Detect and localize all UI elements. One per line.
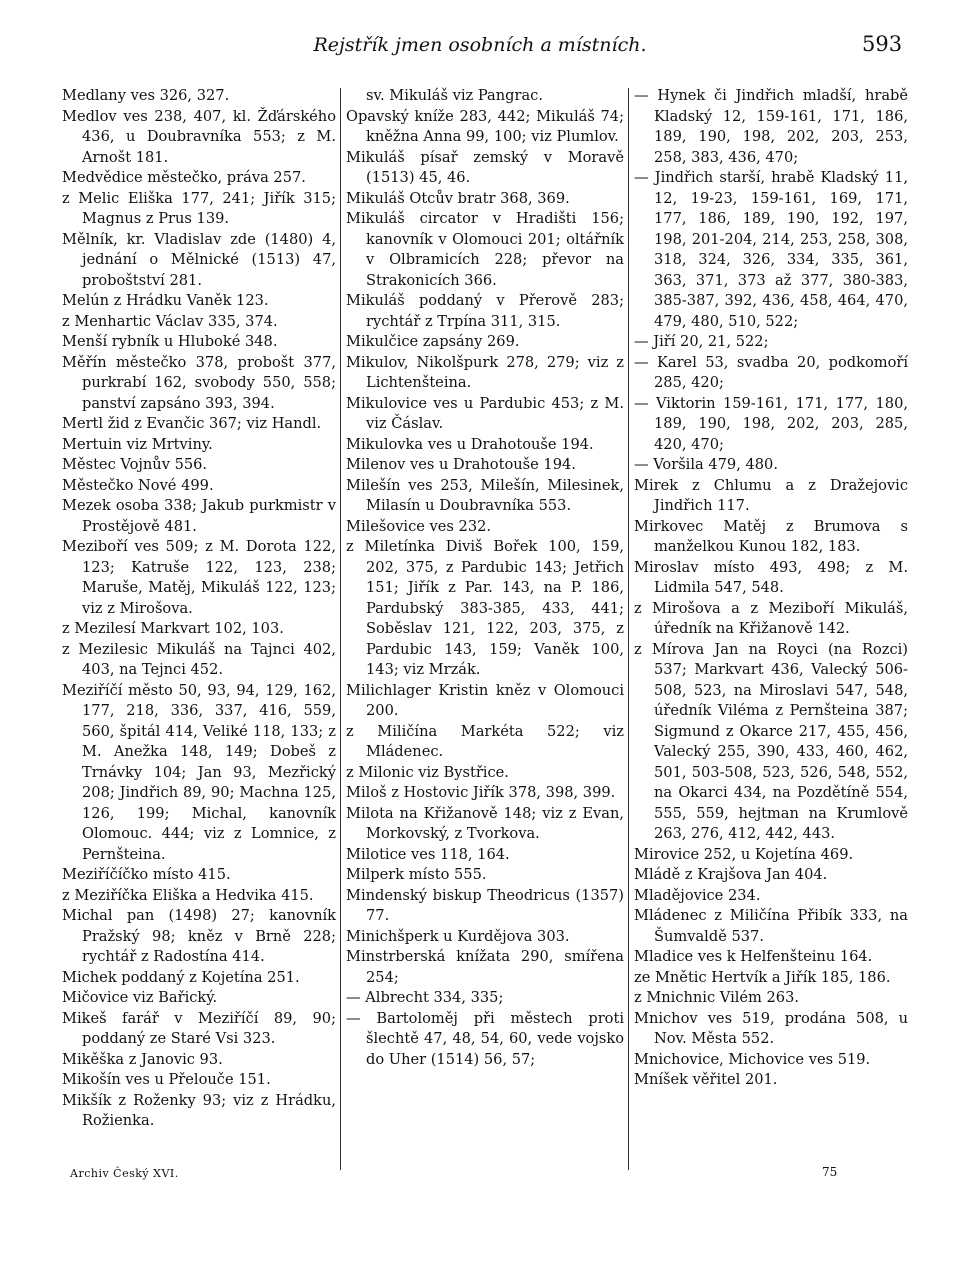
- index-entry: Mindenský biskup Theodricus (1357) 77.: [346, 886, 624, 924]
- index-entry: Mirovice 252, u Kojetína 469.: [634, 845, 854, 863]
- index-entry: Miloš z Hostovic Jiřík 378, 398, 399.: [346, 784, 616, 801]
- index-entry: Mládě z Krajšova Jan 404.: [634, 866, 828, 883]
- index-entry: Minichšperk u Kurdějova 303.: [346, 927, 570, 945]
- index-entry: Meziříčí město 50, 93, 94, 129, 162, 177, 218, 336, 337, 416, 559, 560, špitál 414, Veliké 118, 133; z M. Anežka 148, 149; Dobeš z Trnávky 104; Jan 93, Mezřický 208; Jindřich 89, 90; Machna 125, 126, 199; Michal, kanovník Olomouc. 444; viz z Lomnice, z Pernšteina.: [62, 681, 336, 863]
- index-entry: z Miličína Markéta 522; viz Mládenec.: [346, 722, 624, 760]
- index-entry: z Miletínka Diviš Bořek 100, 159, 202, 375, z Pardubic 143; Jetřich 151; Jiřík z Par. 143, na P. 186, Pardubský 383-385, 433, 441; Soběslav 121, 122, 203, 375, z Pardubic 143, 159; Vaněk 100, 143; viz Mrzák.: [346, 538, 624, 678]
- index-entry: Mikulčice zapsány 269.: [346, 333, 520, 350]
- index-entry: — Jiří 20, 21, 522;: [634, 333, 769, 350]
- index-entry: — Hynek či Jindřich mladší, hrabě Kladský 12, 159-161, 171, 186, 189, 190, 198, 202, 203, 253, 258, 383, 436, 470;: [634, 87, 908, 166]
- index-column-1: [62, 86, 336, 1132]
- index-entry: Michek poddaný z Kojetína 251.: [62, 968, 300, 986]
- index-entry: Mikošín ves u Přelouče 151.: [62, 1071, 271, 1088]
- index-entry: Mělník, kr. Vladislav zde (1480) 4, jednání o Mělnické (1513) 47, proboštství 281.: [62, 230, 336, 289]
- column-divider: [628, 88, 629, 1170]
- index-entry: Mikuláš Otcův bratr 368, 369.: [346, 189, 570, 207]
- index-entry: Milotice ves 118, 164.: [346, 845, 510, 863]
- index-entry: Městec Vojnův 556.: [62, 456, 208, 473]
- index-entry: Mnichov ves 519, prodána 508, u Nov. Města 552.: [634, 1009, 908, 1047]
- index-entry: z Milonic viz Bystřice.: [346, 763, 509, 781]
- index-entry: Medlov ves 238, 407, kl. Žďárského 436, u Doubravníka 553; z M. Arnošt 181.: [62, 107, 336, 166]
- index-entry: Meziříčíčko místo 415.: [62, 866, 231, 883]
- index-entry: Mníšek věřitel 201.: [634, 1071, 778, 1088]
- index-entry: Mladice ves k Helfenšteinu 164.: [634, 948, 873, 965]
- index-entry: Mikulovice ves u Pardubic 453; z M. viz Čáslav.: [346, 394, 624, 432]
- index-entry: z Mezilesí Markvart 102, 103.: [62, 620, 284, 637]
- index-entry: Mikuláš písař zemský v Moravě (1513) 45, 46.: [346, 148, 624, 186]
- index-entry: Mertuin viz Mrtviny.: [62, 435, 213, 453]
- index-entry: Mikeš farář v Meziříčí 89, 90; poddaný ze Staré Vsi 323.: [62, 1009, 336, 1047]
- index-entry: Měřín městečko 378, probošt 377, purkrabí 162, svobody 550, 558; panství zapsáno 393, 394.: [62, 353, 336, 412]
- index-entry: Mezek osoba 338; Jakub purkmistr v Prostějově 481.: [62, 497, 336, 535]
- index-column-2: [346, 86, 624, 1070]
- index-entry: — Voršila 479, 480.: [634, 456, 778, 473]
- index-entry: Mikulov, Nikolšpurk 278, 279; viz z Lichtenšteina.: [346, 353, 624, 391]
- index-entry: Milešín ves 253, Milešín, Milesinek, Milasín u Doubravníka 553.: [346, 476, 624, 514]
- index-entry: Milešovice ves 232.: [346, 517, 492, 535]
- index-entry: Mikulovka ves u Drahotouše 194.: [346, 435, 594, 453]
- index-entry: Menší rybník u Hluboké 348.: [62, 333, 278, 350]
- index-entry: Mirkovec Matěj z Brumova s manželkou Kunou 182, 183.: [634, 517, 908, 555]
- column-divider: [340, 88, 341, 1170]
- running-head-title: Rejstřík jmen osobních a místních.: [313, 34, 647, 56]
- index-entry: — Bartoloměj při městech proti šlechtě 47, 48, 54, 60, vede vojsko do Uher (1514) 56, 57;: [346, 1009, 624, 1068]
- index-entry: ze Mnětic Hertvík a Jiřík 185, 186.: [634, 968, 891, 986]
- index-entry: Opavský kníže 283, 442; Mikuláš 74; kněžna Anna 99, 100; viz Plumlov.: [346, 107, 624, 145]
- index-entry: z Meziříčka Eliška a Hedvika 415.: [62, 886, 314, 904]
- index-entry: Milenov ves u Drahotouše 194.: [346, 456, 576, 473]
- index-entry: Medvědice městečko, práva 257.: [62, 169, 306, 186]
- index-entry: Milota na Křižanově 148; viz z Evan, Morkovský, z Tvorkova.: [346, 804, 624, 842]
- index-entry: Milichlager Kristin kněz v Olomouci 200.: [346, 681, 624, 719]
- index-entry: Melún z Hrádku Vaněk 123.: [62, 292, 269, 309]
- index-entry: — Karel 53, svadba 20, podkomoří 285, 420;: [634, 353, 908, 391]
- index-entry: Mikuláš poddaný v Přerově 283; rychtář z Trpína 311, 315.: [346, 292, 624, 330]
- index-entry: Mičovice viz Bařický.: [62, 989, 218, 1006]
- index-entry: Městečko Nové 499.: [62, 476, 214, 494]
- index-entry: z Melic Eliška 177, 241; Jiřík 315; Magnus z Prus 139.: [62, 189, 336, 227]
- index-entry: Michal pan (1498) 27; kanovník Pražský 98; kněz v Brně 228; rychtář z Radostína 414.: [62, 907, 336, 965]
- index-entry: z Mirošova a z Meziboří Mikuláš, úředník na Křižanově 142.: [634, 599, 908, 637]
- index-entry: Mikuláš circator v Hradišti 156; kanovník v Olomouci 201; oltářník v Olbramicích 228; převor na Strakonicích 366.: [346, 210, 624, 289]
- index-entry: Minstrberská knížata 290, smířena 254;: [346, 948, 624, 986]
- page-number: 593: [862, 32, 903, 56]
- index-entry: Mirek z Chlumu a z Dražejovic Jindřich 117.: [634, 476, 908, 514]
- index-entry: Mikšík z Roženky 93; viz z Hrádku, Rožienka.: [62, 1091, 336, 1129]
- index-entry: Miroslav místo 493, 498; z M. Lidmila 547, 548.: [634, 558, 908, 596]
- index-column-3: [634, 86, 908, 1091]
- index-entry: — Viktorin 159-161, 171, 177, 180, 189, 190, 198, 202, 203, 285, 420, 470;: [634, 394, 908, 453]
- index-entry: z Mnichnic Vilém 263.: [634, 989, 800, 1006]
- index-entry: Mládenec z Miličína Přibík 333, na Šumvaldě 537.: [634, 907, 908, 945]
- index-entry: sv. Mikuláš viz Pangrac.: [366, 87, 543, 104]
- index-entry: Mertl žid z Evančic 367; viz Handl.: [62, 415, 322, 432]
- index-entry: Mikěška z Janovic 93.: [62, 1050, 223, 1068]
- index-entry: Mladějovice 234.: [634, 886, 761, 904]
- index-entry: z Menhartic Václav 335, 374.: [62, 312, 278, 330]
- index-entry: Mnichovice, Michovice ves 519.: [634, 1050, 871, 1068]
- sheet-number: 75: [822, 1165, 838, 1179]
- index-entry: z Mírova Jan na Royci (na Rozci) 537; Markvart 436, Valecký 506-508, 523, na Miroslavi 547, 548, úředník Viléma z Pernšteina 387; Sigmund z Okarce 217, 455, 456, Valecký 255, 390, 433, 460, 462, 501, 503-508, 523, 526, 548, 552, na Okarci 434, na Pozdětíně 554, 555, 559, hejtman na Krumlově 263, 276, 412, 442, 443.: [634, 640, 908, 842]
- index-entry: Milperk místo 555.: [346, 866, 487, 883]
- index-entry: Medlany ves 326, 327.: [62, 87, 230, 104]
- index-entry: — Albrecht 334, 335;: [346, 989, 504, 1006]
- index-entry: — Jindřich starší, hrabě Kladský 11, 12, 19-23, 159-161, 169, 171, 177, 186, 189, 190, 192, 197, 198, 201-204, 214, 253, 258, 308, 318, 324, 326, 334, 335, 361, 363, 371, 373 až 377, 380-383, 385-387, 392, 436, 458, 464, 470, 479, 480, 510, 522;: [634, 169, 908, 330]
- index-entry: z Mezilesic Mikuláš na Tajnci 402, 403, na Tejnci 452.: [62, 640, 336, 678]
- index-entry: Meziboří ves 509; z M. Dorota 122, 123; Katruše 122, 123, 238; Maruše, Matěj, Mikuláš 122, 123; viz z Mirošova.: [62, 538, 336, 617]
- printer-signature: Archiv Český XVI.: [70, 1167, 179, 1180]
